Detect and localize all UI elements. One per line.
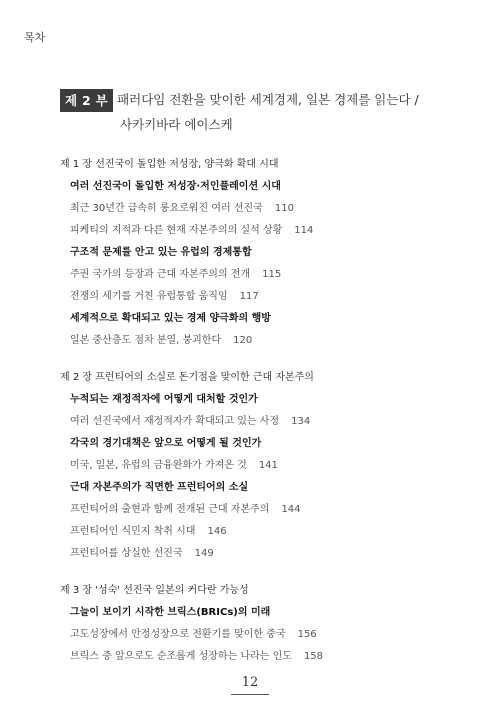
toc-entry[interactable] <box>70 647 323 662</box>
section-title: 각국의 경기대책은 앞으로 어떻게 될 것인가 <box>70 438 262 449</box>
toc-entry-page: 114 <box>294 225 314 236</box>
toc-entry[interactable] <box>70 500 301 515</box>
toc-entry[interactable] <box>70 331 252 346</box>
toc-entry-page: 156 <box>297 629 317 640</box>
chapter-heading: 제 3 장 '성숙' 선진국 일본의 커다란 가능성 <box>60 585 249 596</box>
page-number-rule <box>231 694 269 695</box>
header-label: 목차 <box>24 31 46 44</box>
chapter-heading: 제 2 장 프런티어의 소실로 돈기점을 맞이한 근대 자본주의 <box>60 372 314 383</box>
toc-entry-text: 브릭스 중 앞으로도 순조롭게 성장하는 나라는 인도 <box>70 651 292 662</box>
toc-entry-text: 전쟁의 세기를 거친 유럽통합 움직임 <box>70 291 228 302</box>
toc-entry[interactable] <box>70 544 214 559</box>
toc-entry-text: 일본 중산층도 점차 분열, 붕괴한다 <box>70 335 222 346</box>
toc-entry-page: 144 <box>281 504 301 515</box>
toc-entry-text: 미국, 일본, 유럽의 금융완화가 가져온 것 <box>70 460 247 471</box>
part-badge: 제 2 부 <box>60 89 113 112</box>
chapter-heading: 제 1 장 선진국이 돌입한 저성장, 양극화 확대 시대 <box>60 159 279 170</box>
toc-entry-page: 115 <box>262 269 282 280</box>
section-title: 누적되는 재정적자에 어떻게 대처할 것인가 <box>70 394 258 405</box>
toc-entry-page: 117 <box>239 291 259 302</box>
toc-entry-text: 프런티어를 상실한 선진국 <box>70 548 183 559</box>
toc-entry-text: 주권 국가의 등장과 근대 자본주의의 전개 <box>70 269 251 280</box>
page-number: 12 <box>241 675 259 690</box>
toc-entry-text: 여러 선진국에서 재정적자가 확대되고 있는 사정 <box>70 416 280 427</box>
toc-entry[interactable] <box>70 287 259 302</box>
toc-entry[interactable] <box>70 625 317 640</box>
toc-entry-page: 134 <box>291 416 311 427</box>
toc-entry-page: 120 <box>233 335 253 346</box>
toc-entry-page: 141 <box>258 460 278 471</box>
toc-entry[interactable] <box>70 522 227 537</box>
part-title-line1: 패러다임 전환을 맞이한 세계경제, 일본 경제를 읽는다 / <box>117 92 419 107</box>
part-heading <box>60 89 460 135</box>
toc-entry-page: 146 <box>207 526 227 537</box>
toc-entry-text: 피케티의 지적과 다른 현재 자본주의의 실석 상황 <box>70 225 283 236</box>
toc-entry-page: 158 <box>303 651 324 662</box>
section-title: 구조적 문제를 안고 있는 유럽의 경제통합 <box>70 247 252 258</box>
part-title-line2: 사카키바라 에이스케 <box>120 117 233 132</box>
section-title: 여러 선진국이 돌입한 저성장·저인플레이션 시대 <box>70 181 281 192</box>
section-title: 근대 자본주의가 직면한 프런티어의 소실 <box>70 482 249 493</box>
toc-entry[interactable] <box>70 199 294 214</box>
toc-entry[interactable] <box>70 412 310 427</box>
section-title: 그늘이 보이기 시작한 브릭스(BRICs)의 미래 <box>70 607 271 618</box>
section-title: 세계적으로 확대되고 있는 경제 양극화의 행방 <box>70 313 271 324</box>
toc-entry[interactable] <box>70 221 313 236</box>
toc-entry-page: 110 <box>274 203 294 214</box>
toc-entry-text: 프런티어의 출현과 함께 전개된 근대 자본주의 <box>70 504 270 515</box>
toc-entry[interactable] <box>70 265 281 280</box>
toc-entry-text: 최근 30년간 급속히 롱요로워진 여러 선진국 <box>70 203 263 214</box>
toc-entry-text: 프런티어인 식민지 착취 시대 <box>70 526 196 537</box>
toc-entry[interactable] <box>70 456 278 471</box>
toc-entry-page: 149 <box>194 548 214 559</box>
toc-entry-text: 고도성장에서 안정성장으로 전환기를 맞이한 중국 <box>70 629 286 640</box>
